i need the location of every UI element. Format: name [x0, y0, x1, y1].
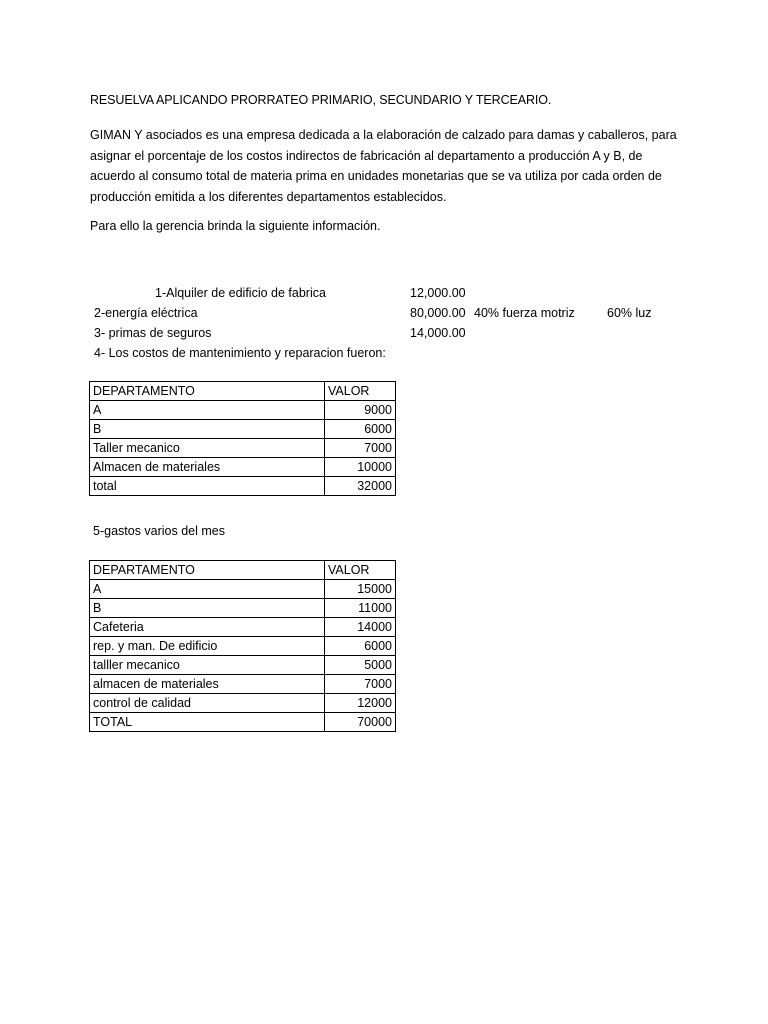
cell-valor: 32000	[325, 477, 396, 496]
table-header-row	[90, 382, 396, 401]
table-row	[90, 656, 396, 675]
cell-departamento: B	[90, 420, 325, 439]
cell-departamento: total	[90, 477, 325, 496]
item3-value: 14,000.00	[410, 326, 466, 340]
item2-note-luz: 60% luz	[607, 306, 652, 320]
cell-departamento: Almacen de materiales	[90, 458, 325, 477]
table-row	[90, 439, 396, 458]
cell-valor: 12000	[325, 694, 396, 713]
cell-valor: 6000	[325, 420, 396, 439]
table-row	[90, 675, 396, 694]
item1-label: 1-Alquiler de edificio de fabrica	[155, 286, 326, 300]
intro-line: GIMAN Y asociados es una empresa dedicada a la elaboración de calzado para damas y caballeros, para	[90, 128, 677, 142]
cell-departamento: A	[90, 580, 325, 599]
table-row	[90, 420, 396, 439]
table-row	[90, 713, 396, 732]
cell-departamento: talller mecanico	[90, 656, 325, 675]
cell-departamento: Taller mecanico	[90, 439, 325, 458]
item3-label: 3- primas de seguros	[94, 326, 212, 340]
item1-value: 12,000.00	[410, 286, 466, 300]
intro-line: asignar el porcentaje de los costos indirectos de fabricación al departamento a producción A y B, de	[90, 148, 643, 163]
cell-valor: 6000	[325, 637, 396, 656]
maintenance-table	[89, 381, 396, 496]
table-row	[90, 694, 396, 713]
cell-valor: 10000	[325, 458, 396, 477]
document-title: RESUELVA APLICANDO PRORRATEO PRIMARIO, SECUNDARIO Y TERCEARIO.	[90, 93, 552, 107]
cell-departamento: TOTAL	[90, 713, 325, 732]
intro-line: producción emitida a los diferentes departamentos establecidos.	[90, 189, 447, 204]
cell-departamento: control de calidad	[90, 694, 325, 713]
header-departamento: DEPARTAMENTO	[90, 561, 325, 580]
cell-valor: 14000	[325, 618, 396, 637]
info-paragraph: Para ello la gerencia brinda la siguiente información.	[90, 219, 381, 233]
cell-valor: 5000	[325, 656, 396, 675]
table-row	[90, 599, 396, 618]
table-row	[90, 580, 396, 599]
item4-label: 4- Los costos de mantenimiento y reparacion fueron:	[94, 346, 386, 360]
cell-departamento: A	[90, 401, 325, 420]
table-row	[90, 458, 396, 477]
header-departamento: DEPARTAMENTO	[90, 382, 325, 401]
header-valor: VALOR	[325, 561, 396, 580]
cell-departamento: B	[90, 599, 325, 618]
cell-valor: 11000	[325, 599, 396, 618]
gastos-table	[89, 560, 396, 732]
header-valor: VALOR	[325, 382, 396, 401]
item2-note-fuerza: 40% fuerza motriz	[474, 306, 575, 320]
item2-label: 2-energía eléctrica	[94, 306, 198, 320]
table-row	[90, 477, 396, 496]
intro-paragraph	[90, 125, 680, 207]
cell-departamento: rep. y man. De edificio	[90, 637, 325, 656]
table-row	[90, 401, 396, 420]
cell-valor: 15000	[325, 580, 396, 599]
cell-departamento: almacen de materiales	[90, 675, 325, 694]
table-row	[90, 618, 396, 637]
item2-value: 80,000.00	[410, 306, 466, 320]
cell-valor: 7000	[325, 439, 396, 458]
section5-label: 5-gastos varios del mes	[93, 524, 226, 538]
table-header-row	[90, 561, 396, 580]
cell-valor: 9000	[325, 401, 396, 420]
cell-valor: 70000	[325, 713, 396, 732]
cell-valor: 7000	[325, 675, 396, 694]
table-row	[90, 637, 396, 656]
intro-line: acuerdo al consumo total de materia prima en unidades monetarias que se va utiliza por cada orden de	[90, 169, 662, 183]
cell-departamento: Cafeteria	[90, 618, 325, 637]
